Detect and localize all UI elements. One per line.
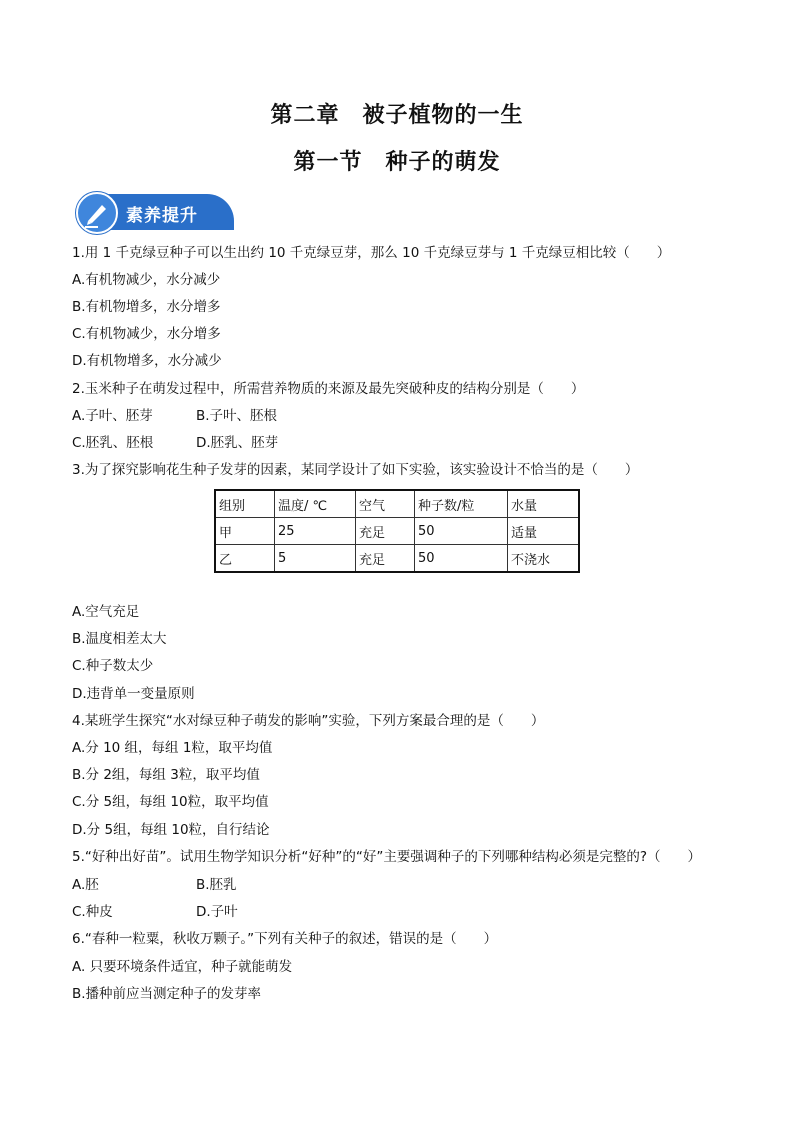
table-cell: 充足 [356, 545, 415, 573]
table-header-row [215, 490, 579, 518]
q2-option-c: C.胚乳、胚根 [72, 435, 154, 451]
q4-stem: 4.某班学生探究“水对绿豆种子萌发的影响”实验，下列方案最合理的是（ ） [72, 713, 545, 729]
table-cell: 25 [275, 518, 356, 545]
q4-option-d: D.分 5组，每组 10粒，自行结论 [72, 822, 270, 838]
q5-option-b: B.胚乳 [196, 877, 237, 893]
q1-option-b: B.有机物增多，水分增多 [72, 299, 221, 315]
q1-option-c: C.有机物减少，水分增多 [72, 326, 221, 342]
table-cell: 甲 [215, 518, 275, 545]
table-cell: 5 [275, 545, 356, 573]
table-cell: 乙 [215, 545, 275, 573]
q5-option-c: C.种皮 [72, 904, 113, 920]
q5-option-d: D.子叶 [196, 904, 238, 920]
banner-label: 素养提升 [126, 206, 198, 226]
q4-option-c: C.分 5组，每组 10粒，取平均值 [72, 794, 269, 810]
q3-option-b: B.温度相差太大 [72, 631, 167, 647]
q5-stem: 5.“好种出好苗”。试用生物学知识分析“好种”的“好”主要强调种子的下列哪种结构必须是完整的?（ ） [72, 849, 702, 865]
header-cell: 水量 [508, 490, 580, 518]
pencil-icon [76, 192, 118, 234]
q2-option-b: B.子叶、胚根 [196, 408, 278, 424]
section-banner [76, 192, 236, 234]
chapter-title: 第二章 被子植物的一生 [270, 102, 524, 128]
q4-option-b: B.分 2组，每组 3粒，取平均值 [72, 767, 260, 783]
experiment-table [214, 489, 580, 573]
q1-option-d: D.有机物增多，水分减少 [72, 353, 222, 369]
q2-option-d: D.胚乳、胚芽 [196, 435, 279, 451]
q6-option-b: B.播种前应当测定种子的发芽率 [72, 986, 262, 1002]
q3-stem: 3.为了探究影响花生种子发芽的因素，某同学设计了如下实验，该实验设计不恰当的是（ ） [72, 462, 639, 478]
q2-stem: 2.玉米种子在萌发过程中，所需营养物质的来源及最先突破种皮的结构分别是（ ） [72, 381, 585, 397]
q2-option-a: A.子叶、胚芽 [72, 408, 153, 424]
header-cell: 空气 [356, 490, 415, 518]
q4-option-a: A.分 10 组，每组 1粒，取平均值 [72, 740, 273, 756]
section-title: 第一节 种子的萌发 [293, 149, 501, 175]
q5-option-a: A.胚 [72, 877, 99, 893]
table-cell: 50 [415, 518, 508, 545]
table-cell: 50 [415, 545, 508, 573]
q3-option-c: C.种子数太少 [72, 658, 154, 674]
header-cell: 组别 [215, 490, 275, 518]
table-cell: 适量 [508, 518, 580, 545]
q1-option-a: A.有机物减少，水分减少 [72, 272, 221, 288]
q6-option-a: A. 只要环境条件适宜，种子就能萌发 [72, 959, 293, 975]
table-cell: 充足 [356, 518, 415, 545]
q3-option-a: A.空气充足 [72, 604, 140, 620]
header-cell: 种子数/粒 [415, 490, 508, 518]
table-row [215, 545, 579, 573]
table-row [215, 518, 579, 545]
table-cell: 不浇水 [508, 545, 580, 573]
header-cell: 温度/ ℃ [275, 490, 356, 518]
q3-option-d: D.违背单一变量原则 [72, 686, 195, 702]
q6-stem: 6.“春种一粒粟，秋收万颗子。”下列有关种子的叙述，错误的是（ ） [72, 931, 498, 947]
q1-stem: 1.用 1 千克绿豆种子可以生出约 10 千克绿豆芽，那么 10 千克绿豆芽与 1 千克绿豆相比较（ ） [72, 245, 671, 261]
